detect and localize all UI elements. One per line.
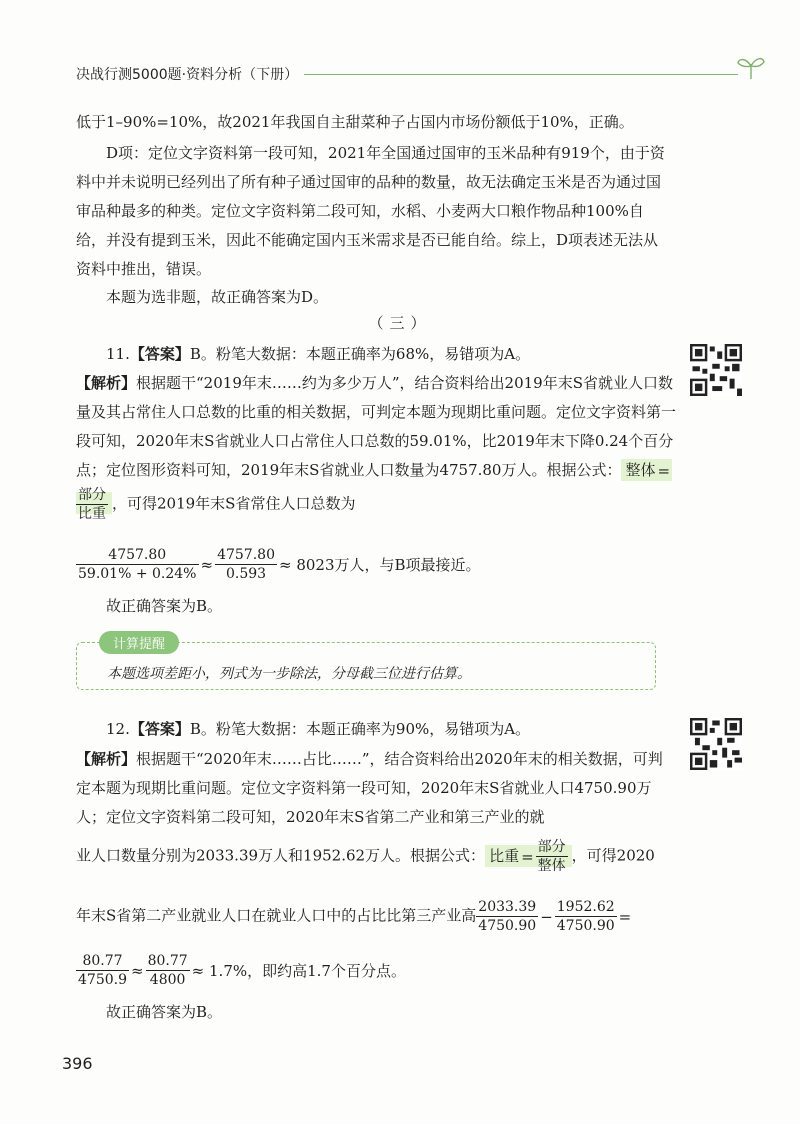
q12-formula-line	[76, 838, 655, 875]
q11-formula-eq: =	[657, 461, 671, 480]
q11-calc-frac1	[76, 546, 199, 583]
q12-answer	[76, 715, 672, 744]
q12-calc1-line	[76, 898, 633, 935]
q12-calc2-frac2-num: 80.77	[147, 953, 188, 969]
sprout-icon	[736, 54, 766, 80]
calc-reminder-text: 本题选项差距小，列式为一步除法，分母截三位进行估算。	[107, 666, 471, 682]
q11-answer	[76, 340, 672, 369]
q11-formula-lhs: 整体	[625, 461, 656, 479]
q12-formula	[485, 839, 572, 874]
q11-formula-fraction	[76, 486, 108, 523]
header-rule	[304, 74, 738, 75]
calc-reminder-box	[76, 637, 656, 690]
q12-calc2-frac2	[146, 952, 190, 989]
q11-number: 11.	[106, 345, 130, 363]
q12-line5-text: 年末S省第二产业就业人口在就业人口中的占比比第三产业高	[76, 906, 477, 925]
q11-calc-frac1-num: 4757.80	[76, 546, 199, 565]
q12-calc2-frac1-den: 4750.9	[78, 972, 127, 988]
header-title: 决战行测5000题·资料分析（下册）	[76, 67, 299, 83]
q12-calc2-frac1-num: 80.77	[76, 952, 129, 971]
q12-formula-den: 整体	[537, 858, 566, 874]
qr-code-icon	[690, 344, 742, 396]
q11-formula-den: 比重	[78, 505, 106, 522]
q12-calc1-frac2-den: 4750.90	[556, 918, 615, 934]
q11-calc-result: ≈ 8023万人，与B项最接近。	[278, 556, 481, 574]
q12-formula-num: 部分	[537, 839, 566, 855]
q12-calc2-approx: ≈	[131, 961, 144, 980]
q12-calc2-line	[76, 952, 408, 989]
paragraph-conclusion: 本题为选非题，故正确答案为D。	[106, 288, 329, 306]
q12-answer-tag: 【答案】	[129, 720, 190, 738]
section-title: （三）	[368, 314, 432, 332]
q12-answer-text: B。粉笔大数据：本题正确率为90%，易错项为A。	[189, 720, 531, 738]
q12-formula-fraction	[536, 838, 568, 875]
q11-formula-num: 部分	[78, 486, 106, 503]
q11-analysis	[76, 369, 676, 523]
q11-calculation	[76, 546, 483, 583]
q12-line4-text: 业人口数量分别为2033.39万人和1952.62万人。根据公式：	[76, 846, 486, 865]
running-header	[76, 62, 766, 88]
q12-analysis	[76, 745, 676, 832]
paragraph-option-d: D项：定位文字资料第一段可知，2021年全国通过国审的玉米品种有919个，由于资料中并未说明已经列出了所有种子通过国审的品种的数量，故无法确定玉米是否为通过国审品种最多的种类。定位文字资料第二段可知，水稻、小麦两大口粮作物品种100%自给，并没有提到玉米，因此不能确定国内玉米需求是否已能自给。综上，D项表述无法从资料中推出，错误。	[76, 144, 665, 278]
q12-number: 12.	[106, 720, 130, 738]
q12-analysis-tag: 【解析】	[76, 750, 137, 768]
q11-calc-frac1-den: 59.01% + 0.24%	[78, 566, 197, 582]
q12-analysis-text: 根据题干“2020年末……占比……”，结合资料给出2020年末的相关数据，可判定本题为现期比重问题。定位文字资料第一段可知，2020年末S省就业人口4750.90万人；定位文字资料第二段可知，2020年末S省第二产业和第三产业的就	[76, 750, 663, 826]
q11-calc-frac2-den: 0.593	[225, 566, 267, 582]
q12-calc1-frac2-num: 1952.62	[556, 899, 615, 915]
q11-conclusion: 故正确答案为B。	[106, 597, 223, 615]
q11-analysis-tag: 【解析】	[76, 374, 137, 392]
q12-formula-lhs: 比重	[489, 846, 520, 865]
q11-answer-tag: 【答案】	[129, 345, 190, 363]
q12-formula-eq: =	[521, 847, 534, 866]
q11-after-formula: ，可得2019年末S省常住人口总数为	[112, 494, 356, 512]
q12-calc1-minus: −	[540, 907, 553, 926]
q11-calc-approx: ≈	[200, 555, 214, 574]
page-number: 396	[62, 1054, 93, 1073]
q12-calc2-result: ≈ 1.7%，即约高1.7个百分点。	[191, 962, 406, 980]
q12-calc2-frac2-den: 4800	[149, 972, 186, 988]
q12-after-formula: ，可得2020	[571, 846, 655, 865]
q12-calc1-frac2	[555, 898, 617, 935]
q11-analysis-text: 根据题干“2019年末……约为多少万人”，结合资料给出2019年末S省就业人口数量及其占常住人口总数的比重的相关数据，可判定本题为现期比重问题。定位文字资料第一段可知，2020年末S省就业人口占常住人口总数的59.01%，比2019年末下降0.24个百分点；定位图形资料可知，2019年末S省就业人口数量为4757.80万人。根据公式：	[76, 374, 677, 479]
qr-code-icon	[690, 718, 742, 770]
q12-calc1-eq: =	[618, 907, 632, 926]
calc-reminder-tag: 计算提醒	[99, 631, 179, 654]
q11-answer-text: B。粉笔大数据：本题正确率为68%，易错项为A。	[189, 345, 531, 363]
q12-calc1-frac1	[476, 898, 538, 935]
paragraph-continuation: 低于1–90%=10%，故2021年我国自主甜菜种子占国内市场份额低于10%，正确。	[76, 113, 634, 131]
q12-calc2-frac1	[76, 952, 129, 989]
q12-calc1-frac1-den: 4750.90	[478, 918, 537, 934]
q12-conclusion: 故正确答案为B。	[106, 1003, 223, 1021]
q11-calc-frac2-num: 4757.80	[217, 547, 275, 563]
q11-calc-frac2	[215, 546, 277, 583]
q12-calc1-frac1-num: 2033.39	[478, 899, 537, 915]
